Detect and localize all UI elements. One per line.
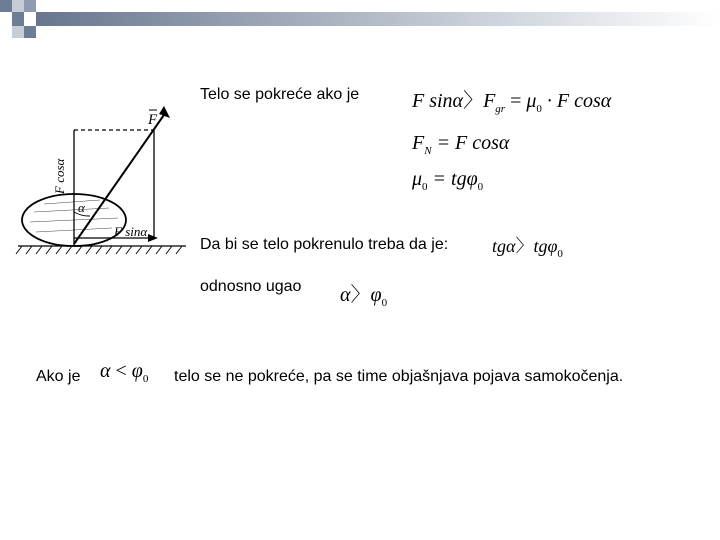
sin-component-label: F sinα bbox=[114, 224, 148, 239]
formula-1-equals: = bbox=[510, 90, 522, 112]
formula-3-rhs: = tgφ bbox=[432, 168, 478, 190]
force-diagram bbox=[14, 100, 189, 260]
formula-2-subscript: N bbox=[424, 145, 432, 157]
angle-text: odnosno ugao bbox=[200, 278, 302, 295]
conclusion-text: telo se ne pokreće, pa se time objašnjava pojava samokočenja. bbox=[174, 368, 624, 385]
force-arrowhead bbox=[159, 106, 170, 118]
formula-4-rhs: tgφ bbox=[533, 236, 558, 256]
formula-normal-force bbox=[412, 132, 509, 157]
horizontal-arrowhead bbox=[148, 234, 158, 242]
formula-angle-condition bbox=[340, 278, 387, 309]
formula-2-rhs: = F cosα bbox=[436, 132, 510, 154]
force-label: F bbox=[148, 112, 158, 128]
formula-1-mu: μ bbox=[526, 90, 537, 112]
cos-component-label: F cosα bbox=[52, 158, 67, 194]
formula-self-locking-condition bbox=[100, 360, 148, 385]
formula-3-lhs: μ bbox=[412, 168, 423, 190]
formula-1-rhs: · F cosα bbox=[546, 90, 612, 112]
formula-3-lhs-subscript: 0 bbox=[422, 181, 428, 193]
alpha-label: α bbox=[78, 200, 85, 215]
formula-1-lhs: F sinα bbox=[412, 90, 464, 112]
formula-1-friction-force: F bbox=[483, 90, 496, 112]
formula-5-relation: 〉 bbox=[350, 284, 371, 306]
formula-friction-condition bbox=[412, 84, 611, 115]
conclusion-prefix: Ako je bbox=[36, 368, 81, 385]
formula-1-mu-subscript: 0 bbox=[536, 103, 542, 115]
formula-6-relation: < bbox=[115, 360, 127, 382]
formula-tangent-condition bbox=[492, 232, 563, 260]
formula-5-rhs: φ bbox=[370, 284, 382, 306]
formula-6-subscript: 0 bbox=[142, 373, 149, 385]
formula-6-lhs: α bbox=[100, 360, 111, 382]
formula-1-friction-subscript: gr bbox=[495, 103, 506, 115]
formula-4-lhs: tgα bbox=[492, 236, 516, 256]
formula-5-lhs: α bbox=[340, 284, 351, 306]
formula-friction-coefficient bbox=[412, 168, 483, 193]
condition-text: Telo se pokreće ako je bbox=[200, 86, 360, 103]
formula-3-rhs-subscript: 0 bbox=[477, 181, 484, 193]
formula-4-subscript: 0 bbox=[557, 248, 563, 260]
formula-4-relation: 〉 bbox=[515, 236, 534, 256]
ground-hatch bbox=[16, 246, 182, 254]
slide-header-decoration bbox=[0, 0, 720, 40]
formula-6-rhs: φ bbox=[131, 360, 143, 382]
start-condition-text: Da bi se telo pokrenulo treba da je: bbox=[200, 236, 449, 253]
formula-2-lhs: F bbox=[412, 132, 425, 154]
formula-5-subscript: 0 bbox=[381, 297, 388, 309]
formula-1-relation: 〉 bbox=[463, 90, 484, 112]
